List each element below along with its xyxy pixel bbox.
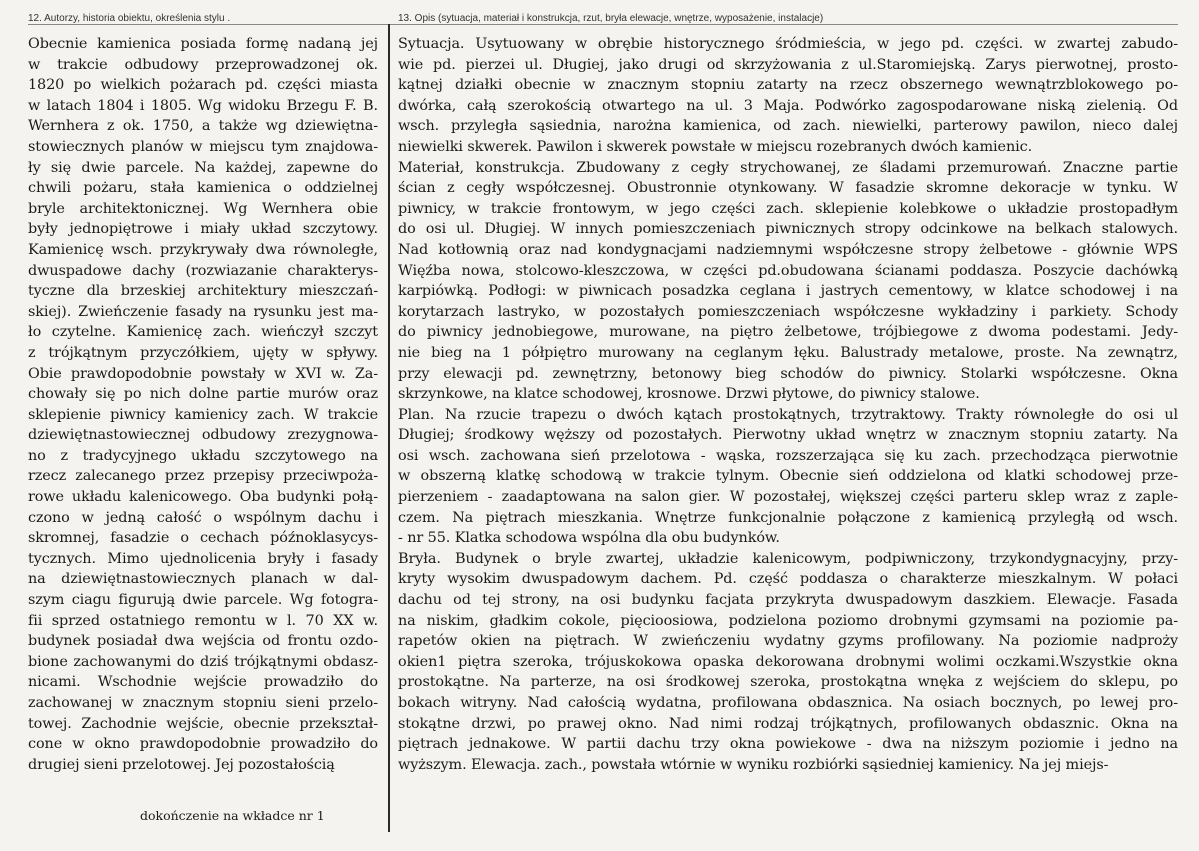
text-line: drugiej sieni przelotowej. Jej pozostałością: [28, 756, 335, 773]
text-line: korytarzach lastryko, w pozostałych pomieszczeniach współczesne wykładziny i parkiety. Schody: [398, 303, 1178, 320]
text-line: pierzeniem - zaadaptowana na salon gier. W pozostałej, większej części parteru sklep wraz z zaple-: [398, 489, 1178, 506]
text-line: rapetów okien na piętrach. W zwieńczeniu wydatny gzyms profilowany. Na poziomie nadproży: [398, 633, 1178, 650]
text-line: sklepienie piwnicy kamienicy zach. W trakcie: [28, 406, 378, 423]
text-line: Materiał, konstrukcja. Zbudowany z cegły strychowanej, ze śladami przemurowań. Znaczne partie: [398, 159, 1178, 176]
text-line: Wernhera z ok. 1750, a także wg dziewiętna-: [28, 118, 378, 135]
continuation-note: dokończenie na wkładce nr 1: [140, 808, 325, 823]
text-line: Sytuacja. Usytuowany w obrębie historycznego śródmieścia, w jego pd. części. w zwartej zabudo-: [398, 36, 1178, 52]
text-line: w trakcie odbudowy przeprowadzonej ok.: [28, 56, 378, 73]
text-line: chowały się po nich dolne partie murów oraz: [28, 386, 378, 403]
column-divider: [388, 24, 390, 832]
text-line: rowe układu kalenicowego. Oba budynki połą-: [28, 489, 378, 506]
text-line: prostokątne. Na parterze, na osi środkowej szeroka, prostokątna wnęka z wejściem do sklepu, po: [398, 674, 1178, 691]
text-line: chwili pożaru, stała kamienica o oddzielnej: [28, 180, 378, 197]
text-line: Obecnie kamienica posiada formę nadaną jej: [28, 36, 378, 52]
text-line: dachu od tej strony, na osi budynku facjata przykryta dwuspadowym daszkiem. Elewacje. Fasada: [398, 592, 1178, 609]
text-line: bokach witryny. Nad całością wydatna, profilowana obdasznica. Na osiach bocznych, po lewej pro-: [398, 695, 1178, 711]
text-line: no z tradycyjnego układu szczytowego na: [28, 447, 378, 464]
text-line: rzecz zalecanego przez przepisy przeciwpoża-: [28, 468, 378, 485]
left-column-text: [28, 34, 378, 775]
text-line: stokątne drzwi, po prawej okno. Nad nimi rodzaj trójkątnych, profilowanych obdasznic. Okna na: [398, 715, 1178, 732]
text-line: piętrach jednakowe. W partii dachu trzy okna powiekowe - dwa na niższym poziomie i jedno na: [398, 736, 1178, 753]
text-line: dwórka, całą szerokością otwartego na ul. 3 Maja. Podwórko zagospodarowane niską zielenią. Od: [398, 97, 1178, 114]
text-line: do osi ul. Długiej. W innych pomieszczeniach piwnicznych stropy odcinkowe na belkach stalowych.: [398, 221, 1178, 238]
text-line: wyższym. Elewacja. zach., powstała wtórnie w wyniku rozbiórki sąsiedniej kamienicy. Na jej miejs-: [398, 756, 1109, 773]
text-line: Kamienicę wsch. przykrywały dwa równoległe,: [28, 241, 378, 258]
header-rule: [28, 24, 1178, 25]
text-line: budynek posiadał dwa wejścia od frontu ozdo-: [28, 633, 378, 650]
text-line: karpiówką. Podłogi: w piwnicach posadzka ceglana i jastrych cementowy, w klatce schodowej i na: [398, 283, 1178, 300]
text-line: ło czytelne. Kamienicę zach. wieńczył szczyt: [28, 324, 378, 341]
text-line: zachowanej w znacznym stopniu sieni przelo-: [28, 695, 378, 711]
text-line: bryle architektonicznej. Wg Wernhera obie: [28, 200, 378, 217]
text-line: szym ciagu figurują dwie parcele. Wg fotogra-: [28, 592, 378, 609]
text-line: nie bieg na 1 półpiętro murowany na ceglanym łęku. Balustrady metalowe, proste. Na zewnątrz,: [398, 344, 1178, 361]
text-line: piwnicy, w trakcie frontowym, w jego części zach. sklepienie kolebkowe o układzie prostopadłym: [398, 200, 1178, 217]
text-line: towej. Zachodnie wejście, obecnie przekształ-: [28, 715, 378, 732]
text-line: 1820 po wielkich pożarach pd. części miasta: [28, 77, 378, 94]
text-line: tycznych. Mimo ujednolicenia bryły i fasady: [28, 550, 378, 567]
text-line: tyczne dla brzeskiej architektury mieszczań-: [28, 283, 378, 300]
text-line: skiej). Zwieńczenie fasady na rysunku jest ma-: [28, 303, 378, 320]
text-line: Obie prawdopodobnie powstały w XVI w. Za-: [28, 365, 378, 382]
text-line: ścian z cegły współczesnej. Obustronnie otynkowany. W fasadzie skromne dekoracje w tynku. W: [398, 180, 1178, 197]
text-line: Plan. Na rzucie trapezu o dwóch kątach prostokątnych, trzytraktowy. Trakty równoległe do osi ul: [398, 406, 1178, 423]
text-line: fii sprzed ostatniego remontu w l. 70 XX w.: [28, 612, 378, 629]
text-line: były jednopiętrowe i miały układ szczytowy.: [28, 221, 378, 238]
text-line: dwuspadowe dachy (rozwiazanie charakterys-: [28, 262, 378, 279]
text-line: w obszerną klatkę schodową w trakcie tylnym. Obecnie sień oddzielona od klatki schodowej prze-: [398, 468, 1178, 485]
text-line: Bryła. Budynek o bryle zwartej, układzie kalenicowym, podpiwniczony, trzykondygnacyjny, przy-: [398, 550, 1178, 567]
text-line: osi wsch. zachowana sień przelotowa - wąska, rozszerzająca się ku zach. przechodząca pierwotnie: [398, 447, 1178, 464]
text-line: wie pd. pierzei ul. Długiej, jako drugi od skrzyżowania z ul.Staromiejską. Zarys pierwotnej, prosto-: [398, 56, 1178, 73]
text-line: okien1 piętra szeroka, trójuskokowa opaska dekorowana drobnymi wolimi oczkami.Wszystkie okna: [398, 653, 1178, 670]
text-line: wsch. przyległa sąsiednia, narożna kamienica, od zach. niewielki, parterowy pawilon, nieco dalej: [398, 118, 1178, 135]
text-line: z trójkątnym przyczółkiem, ujęty w spływy.: [28, 344, 378, 361]
text-line: cone w okno prawdopodobnie prowadziło do: [28, 736, 378, 753]
left-column-header: 12. Autorzy, historia obiektu, określenia stylu .: [28, 13, 231, 24]
text-line: Nad kotłownią oraz nad kondygnacjami nadziemnymi współczesne stropy żelbetowe - głównie WPS: [398, 241, 1178, 258]
text-line: skromnej, fasadzie o cechach późnoklasycys-: [28, 530, 378, 547]
text-line: Długiej; środkowy węższy od pozostałych. Pierwotny układ wnętrz w znacznym stopniu zatarty. Na: [398, 427, 1178, 444]
text-line: nicami. Wschodnie wejście prowadziło do: [28, 674, 378, 691]
text-line: ły się dwie parcele. Na każdej, zapewne do: [28, 159, 378, 176]
text-line: na dziewiętnastowiecznych planach w dal-: [28, 571, 378, 588]
text-line: kątnej działki obecnie w znacznym stopniu zatarty na rzecz obszernego wewnątrzblokowego po-: [398, 77, 1178, 94]
right-column-header: 13. Opis (sytuacja, materiał i konstrukcja, rzut, bryła elewacje, wnętrze, wyposażenie, instalacje): [398, 13, 824, 24]
text-line: - nr 55. Klatka schodowa wspólna dla obu budynków.: [398, 530, 780, 547]
text-line: w latach 1804 i 1805. Wg widoku Brzegu F. B.: [28, 97, 378, 114]
text-line: dziewiętnastowiecznej odbudowy zrezygnowa-: [28, 427, 378, 444]
text-line: stowiecznych planów w miejscu tym znajdowa-: [28, 138, 378, 155]
text-line: czono w jedną całość o wspólnym dachu i: [28, 509, 378, 526]
text-line: na niskim, gładkim cokole, pięcioosiowa, podzielona poziomo drobnymi gzymsami na poziomie pa-: [398, 612, 1178, 629]
text-line: do piwnicy jednobiegowe, murowane, na piętro żelbetowe, trójbiegowe z dwoma podestami. Jedy-: [398, 324, 1178, 341]
text-line: czem. Na piętrach mieszkania. Wnętrze funkcjonalnie połączone z kamienicą przyległą od wsch.: [398, 509, 1178, 526]
right-column-text: [398, 34, 1178, 775]
text-line: Więźba nowa, stolcowo-kleszczowa, w części pd.obudowana ścianami poddasza. Poszycie dachówką: [398, 262, 1178, 279]
text-line: niewielki skwerek. Pawilon i skwerek powstałe w miejscu rozebranych dwóch kamienic.: [398, 138, 1033, 155]
text-line: kryty wysokim dwuspadowym dachem. Pd. część poddasza o charakterze mieszkalnym. W połaci: [398, 571, 1178, 588]
text-line: bione zachowanymi do dziś trójkątnymi obdasz-: [28, 653, 378, 670]
text-line: przy elewacji pd. zewnętrzny, betonowy bieg schodów do piwnicy. Stolarki współczesne. Okna: [398, 365, 1178, 382]
text-line: skrzynkowe, na klatce schodowej, krosnowe. Drzwi płytowe, do piwnicy stalowe.: [398, 386, 980, 403]
